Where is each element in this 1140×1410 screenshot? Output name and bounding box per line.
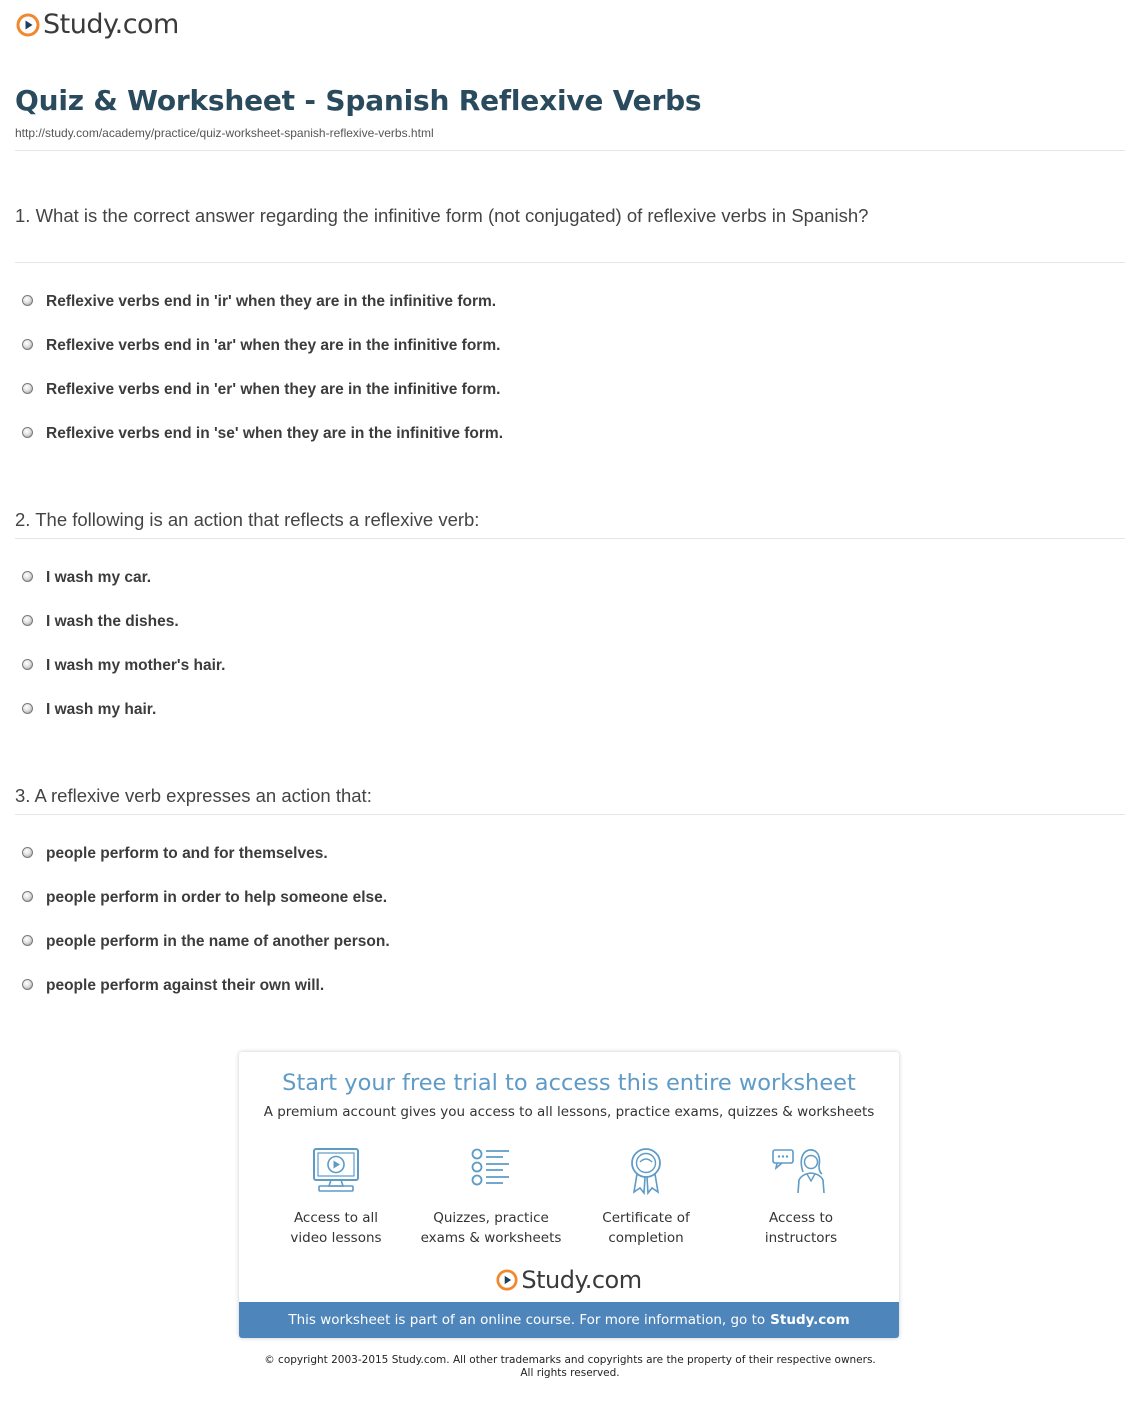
answer-option[interactable] [22,977,324,995]
radio-button-icon[interactable] [22,703,33,714]
feature-label: Access to all video lessons [290,1210,382,1246]
course-info-bar [239,1302,899,1338]
video-lesson-icon [310,1146,362,1196]
feature-label: Certificate of completion [602,1210,690,1246]
promo-study-logo[interactable] [239,1266,899,1294]
question-1-text: 1. What is the correct answer regarding the infinitive form (not conjugated) of reflexive verbs in Spanish? [15,205,869,226]
instructor-chat-icon [771,1146,831,1196]
option-label: people perform in order to help someone else. [46,889,388,906]
play-logo-icon [496,1269,518,1291]
option-label: Reflexive verbs end in 'er' when they are in the infinitive form. [46,381,501,398]
page-url: http://study.com/academy/practice/quiz-worksheet-spanish-reflexive-verbs.html [15,126,434,140]
copyright-notice [0,1354,1140,1380]
option-label: I wash the dishes. [46,613,179,630]
divider [15,538,1125,539]
free-trial-promo [239,1052,899,1338]
feature-instructors [726,1146,876,1248]
answer-option[interactable] [22,845,328,863]
study-link[interactable]: Study.com [770,1312,850,1328]
option-label: people perform in the name of another person. [46,933,390,950]
radio-button-icon[interactable] [22,615,33,626]
feature-video-lessons [261,1146,411,1248]
feature-label: Quizzes, practice exams & worksheets [420,1210,562,1246]
quiz-list-icon [465,1146,517,1196]
divider [15,814,1125,815]
option-label: people perform against their own will. [46,977,325,994]
divider [15,150,1125,151]
option-label: people perform to and for themselves. [46,845,328,862]
answer-option[interactable] [22,933,390,951]
page-title: Quiz & Worksheet - Spanish Reflexive Verbs [15,84,702,117]
radio-button-icon[interactable] [22,383,33,394]
option-label: Reflexive verbs end in 'ir' when they are in the infinitive form. [46,293,497,310]
study-logo[interactable] [16,10,179,40]
radio-button-icon[interactable] [22,847,33,858]
answer-option[interactable] [22,293,496,311]
promo-title[interactable]: Start your free trial to access this entire worksheet [282,1070,856,1096]
answer-option[interactable] [22,701,156,719]
copyright-line: © copyright 2003-2015 Study.com. All other trademarks and copyrights are the property of their respective owners. [264,1354,876,1366]
play-logo-icon [16,13,40,37]
question-2-text: 2. The following is an action that reflects a reflexive verb: [15,509,480,530]
answer-option[interactable] [22,613,179,631]
option-label: Reflexive verbs end in 'se' when they are in the infinitive form. [46,425,504,442]
answer-option[interactable] [22,569,151,587]
copyright-line: All rights reserved. [520,1367,620,1379]
answer-option[interactable] [22,337,500,355]
promo-subtitle: A premium account gives you access to all lessons, practice exams, quizzes & worksheets [263,1104,875,1120]
feature-quizzes [416,1146,566,1248]
radio-button-icon[interactable] [22,339,33,350]
bar-text: This worksheet is part of an online course. For more information, go to [288,1312,766,1328]
radio-button-icon[interactable] [22,979,33,990]
answer-option[interactable] [22,657,225,675]
radio-button-icon[interactable] [22,571,33,582]
answer-option[interactable] [22,381,500,399]
logo-text: Study.com [43,9,179,40]
divider [15,262,1125,263]
option-label: I wash my hair. [46,701,157,718]
feature-label: Access to instructors [764,1210,838,1246]
radio-button-icon[interactable] [22,935,33,946]
option-label: Reflexive verbs end in 'ar' when they are in the infinitive form. [46,337,501,354]
certificate-ribbon-icon [620,1146,672,1196]
answer-option[interactable] [22,889,387,907]
radio-button-icon[interactable] [22,295,33,306]
option-label: I wash my car. [46,569,152,586]
radio-button-icon[interactable] [22,427,33,438]
answer-option[interactable] [22,425,503,443]
logo-text: Study.com [521,1266,642,1294]
feature-certificate [571,1146,721,1248]
question-3-text: 3. A reflexive verb expresses an action that: [15,785,372,806]
radio-button-icon[interactable] [22,891,33,902]
option-label: I wash my mother's hair. [46,657,226,674]
radio-button-icon[interactable] [22,659,33,670]
